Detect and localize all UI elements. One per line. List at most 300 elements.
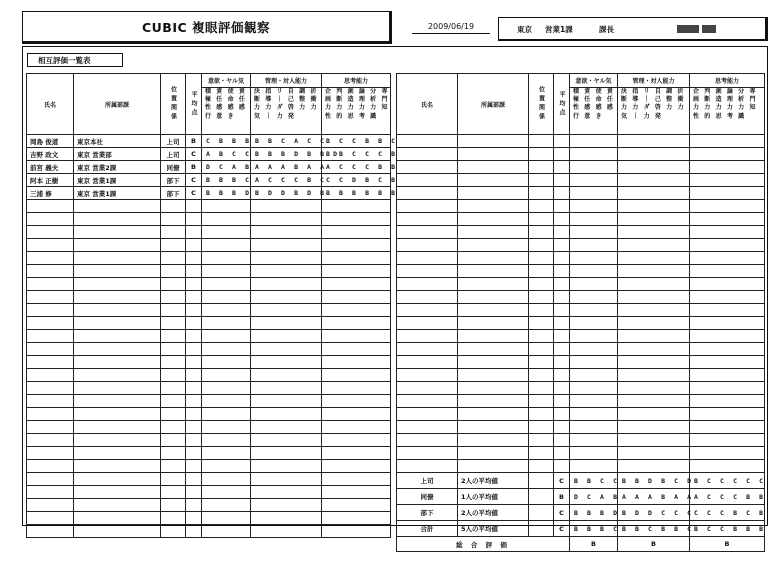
empty-cell — [202, 512, 251, 525]
summary-group2-grades: A A A B A A — [618, 489, 690, 505]
empty-cell — [529, 226, 554, 239]
empty-cell — [529, 434, 554, 447]
evaluator-average: C — [186, 174, 202, 187]
empty-cell — [458, 252, 529, 265]
empty-cell — [186, 460, 202, 473]
empty-cell — [458, 226, 529, 239]
empty-cell — [554, 213, 570, 226]
empty-cell — [690, 356, 765, 369]
empty-cell — [27, 382, 74, 395]
empty-cell — [397, 200, 458, 213]
empty-cell — [186, 408, 202, 421]
group2-subheader: 決 指 リ 自 調 折 断 導 ｜ 己 整 衝 力 力 ダ 啓 力 力 気 ｜ 力 発 — [251, 88, 322, 135]
table-row — [27, 525, 391, 538]
group3-subheader: 企 判 創 論 分 専 画 断 造 理 析 門 力 力 力 力 力 知 性 的 思 考 識 — [322, 88, 391, 135]
table-row — [397, 148, 765, 161]
empty-cell — [27, 356, 74, 369]
group2-subheader: 決 指 リ 自 調 折 断 導 ｜ 己 整 衝 力 力 ダ 啓 力 力 気 ｜ 力 発 — [618, 88, 690, 135]
empty-cell — [618, 135, 690, 148]
empty-cell — [322, 460, 391, 473]
empty-cell — [186, 317, 202, 330]
table-row — [27, 265, 391, 278]
empty-cell — [186, 200, 202, 213]
table-row — [397, 252, 765, 265]
empty-cell — [74, 499, 161, 512]
empty-cell — [251, 304, 322, 317]
evaluator-average: B — [186, 161, 202, 174]
empty-cell — [529, 278, 554, 291]
empty-cell — [690, 304, 765, 317]
empty-cell — [74, 512, 161, 525]
table-row — [27, 356, 391, 369]
summary-group2-grades: B B C B B C — [618, 521, 690, 537]
report-date: 2009/06/19 — [412, 22, 490, 34]
empty-cell — [529, 304, 554, 317]
empty-cell — [186, 252, 202, 265]
empty-cell — [322, 473, 391, 486]
summary-group1-grades: D C A B — [570, 489, 618, 505]
empty-cell — [570, 304, 618, 317]
overall-group1: B — [570, 537, 618, 552]
empty-cell — [397, 213, 458, 226]
table-row — [397, 291, 765, 304]
empty-cell — [186, 395, 202, 408]
col-dept-header: 所属部課 — [458, 74, 529, 135]
evaluator-dept: 東京 営業1課 — [74, 187, 161, 200]
table-row — [27, 291, 391, 304]
summary-label: 同僚 — [397, 489, 458, 505]
empty-cell — [74, 200, 161, 213]
empty-cell — [202, 213, 251, 226]
empty-cell — [554, 369, 570, 382]
empty-cell — [251, 525, 322, 538]
table-row — [397, 213, 765, 226]
empty-cell — [202, 343, 251, 356]
empty-cell — [27, 317, 74, 330]
empty-cell — [202, 382, 251, 395]
summary-group3-grades: B C C B B B — [690, 521, 765, 537]
empty-cell — [251, 408, 322, 421]
empty-cell — [322, 239, 391, 252]
empty-cell — [397, 161, 458, 174]
col-name-header: 氏名 — [27, 74, 74, 135]
empty-cell — [161, 317, 186, 330]
empty-cell — [570, 161, 618, 174]
empty-cell — [458, 408, 529, 421]
empty-cell — [458, 265, 529, 278]
empty-cell — [618, 408, 690, 421]
empty-cell — [690, 252, 765, 265]
summary-group3-grades: B C C C C C — [690, 473, 765, 489]
empty-cell — [554, 421, 570, 434]
empty-cell — [529, 382, 554, 395]
empty-cell — [570, 278, 618, 291]
empty-cell — [161, 434, 186, 447]
empty-cell — [186, 486, 202, 499]
empty-cell — [690, 434, 765, 447]
empty-cell — [458, 317, 529, 330]
table-row — [27, 330, 391, 343]
empty-cell — [618, 330, 690, 343]
empty-cell — [74, 304, 161, 317]
empty-cell — [251, 382, 322, 395]
empty-cell — [529, 135, 554, 148]
table-row — [397, 239, 765, 252]
empty-cell — [27, 343, 74, 356]
empty-cell — [397, 408, 458, 421]
table-row — [397, 395, 765, 408]
summary-count: 1人の平均値 — [458, 489, 529, 505]
empty-cell — [322, 369, 391, 382]
empty-cell — [161, 356, 186, 369]
empty-cell — [251, 512, 322, 525]
empty-cell — [161, 278, 186, 291]
overall-group3: B — [690, 537, 765, 552]
table-row — [27, 200, 391, 213]
empty-cell — [251, 200, 322, 213]
empty-cell — [251, 356, 322, 369]
empty-cell — [322, 317, 391, 330]
empty-cell — [570, 408, 618, 421]
empty-cell — [458, 174, 529, 187]
evaluator-relation: 部下 — [161, 174, 186, 187]
group2-header: 管理・対人能力 — [618, 74, 690, 88]
empty-cell — [397, 252, 458, 265]
summary-average: C — [554, 521, 570, 537]
evaluator-dept: 東京 営業2課 — [74, 161, 161, 174]
empty-cell — [251, 434, 322, 447]
empty-cell — [397, 239, 458, 252]
empty-cell — [397, 356, 458, 369]
evaluator-dept: 東京本社 — [74, 135, 161, 148]
empty-cell — [186, 473, 202, 486]
col-relation-header: 位置関係 — [161, 74, 186, 135]
empty-cell — [458, 135, 529, 148]
empty-cell — [618, 382, 690, 395]
empty-cell — [618, 252, 690, 265]
empty-cell — [618, 343, 690, 356]
empty-cell — [570, 174, 618, 187]
empty-cell — [397, 226, 458, 239]
table-row — [27, 447, 391, 460]
empty-cell — [458, 447, 529, 460]
empty-cell — [202, 304, 251, 317]
empty-cell — [74, 330, 161, 343]
empty-cell — [554, 252, 570, 265]
evaluator-name: 吉野 政文 — [27, 148, 74, 161]
table-row — [27, 460, 391, 473]
empty-cell — [161, 213, 186, 226]
empty-cell — [529, 343, 554, 356]
empty-cell — [186, 434, 202, 447]
empty-cell — [186, 382, 202, 395]
group1-grades: A B C C — [202, 148, 251, 161]
empty-cell — [27, 213, 74, 226]
empty-cell — [397, 148, 458, 161]
empty-cell — [322, 499, 391, 512]
empty-cell — [397, 135, 458, 148]
empty-cell — [397, 304, 458, 317]
empty-cell — [529, 200, 554, 213]
empty-cell — [570, 291, 618, 304]
left-evaluation-table — [26, 73, 398, 538]
empty-cell — [322, 395, 391, 408]
empty-cell — [529, 369, 554, 382]
table-row — [27, 174, 391, 187]
empty-cell — [322, 486, 391, 499]
empty-cell — [322, 382, 391, 395]
empty-cell — [554, 161, 570, 174]
table-row — [397, 161, 765, 174]
empty-cell — [74, 525, 161, 538]
empty-cell — [251, 213, 322, 226]
empty-cell — [570, 369, 618, 382]
table-row — [397, 265, 765, 278]
group3-grades: C C D B C B — [322, 174, 391, 187]
empty-cell — [251, 421, 322, 434]
group2-grades: B B B D B B D — [251, 148, 322, 161]
empty-cell — [202, 278, 251, 291]
summary-average: C — [554, 473, 570, 489]
empty-cell — [74, 421, 161, 434]
empty-cell — [529, 148, 554, 161]
empty-cell — [529, 356, 554, 369]
empty-cell — [690, 239, 765, 252]
empty-cell — [529, 317, 554, 330]
table-row — [27, 421, 391, 434]
empty-cell — [618, 174, 690, 187]
table-row — [397, 278, 765, 291]
group3-subheader: 企 判 創 論 分 専 画 断 造 理 析 門 力 力 力 力 力 知 性 的 思 考 識 — [690, 88, 765, 135]
empty-cell — [570, 447, 618, 460]
empty-cell — [27, 434, 74, 447]
table-row — [27, 408, 391, 421]
empty-cell — [251, 460, 322, 473]
empty-cell — [322, 512, 391, 525]
group1-grades: C B B B — [202, 135, 251, 148]
empty-cell — [322, 447, 391, 460]
table-row — [397, 408, 765, 421]
empty-cell — [554, 447, 570, 460]
empty-cell — [202, 252, 251, 265]
table-row — [27, 148, 391, 161]
empty-cell — [570, 213, 618, 226]
empty-cell — [186, 343, 202, 356]
empty-cell — [618, 434, 690, 447]
table-row — [27, 226, 391, 239]
empty-cell — [570, 135, 618, 148]
table-row — [397, 343, 765, 356]
empty-cell — [529, 265, 554, 278]
empty-cell — [529, 213, 554, 226]
empty-cell — [202, 486, 251, 499]
empty-cell — [570, 460, 618, 473]
empty-cell — [618, 226, 690, 239]
empty-cell — [690, 278, 765, 291]
empty-cell — [74, 395, 161, 408]
empty-cell — [27, 252, 74, 265]
evaluator-relation: 上司 — [161, 148, 186, 161]
summary-group1-grades: B B C C — [570, 473, 618, 489]
empty-cell — [27, 304, 74, 317]
empty-cell — [690, 408, 765, 421]
empty-cell — [618, 447, 690, 460]
empty-cell — [570, 252, 618, 265]
group1-header: 意欲・ヤル気 — [570, 74, 618, 88]
empty-cell — [458, 434, 529, 447]
evaluator-average: B — [186, 135, 202, 148]
empty-cell — [27, 525, 74, 538]
empty-cell — [529, 395, 554, 408]
empty-cell — [322, 213, 391, 226]
empty-cell — [27, 395, 74, 408]
table-row — [27, 343, 391, 356]
empty-cell — [458, 148, 529, 161]
empty-cell — [74, 473, 161, 486]
empty-cell — [618, 161, 690, 174]
redacted-name — [677, 25, 716, 35]
empty-cell — [251, 291, 322, 304]
empty-cell — [161, 421, 186, 434]
table-row — [27, 252, 391, 265]
empty-cell — [202, 460, 251, 473]
empty-cell — [161, 200, 186, 213]
empty-cell — [570, 395, 618, 408]
location: 東京 — [517, 25, 532, 34]
empty-cell — [186, 356, 202, 369]
evaluator-average: C — [186, 148, 202, 161]
empty-cell — [397, 265, 458, 278]
empty-cell — [27, 226, 74, 239]
empty-cell — [397, 447, 458, 460]
table-row — [27, 369, 391, 382]
empty-cell — [161, 304, 186, 317]
empty-cell — [74, 434, 161, 447]
empty-cell — [186, 226, 202, 239]
empty-cell — [570, 200, 618, 213]
empty-cell — [554, 460, 570, 473]
evaluator-name: 前宮 義夫 — [27, 161, 74, 174]
empty-cell — [202, 200, 251, 213]
empty-cell — [251, 226, 322, 239]
empty-cell — [458, 291, 529, 304]
empty-cell — [397, 187, 458, 200]
empty-cell — [74, 317, 161, 330]
empty-cell — [251, 343, 322, 356]
col-relation-header: 位置関係 — [529, 74, 554, 135]
group2-grades: B D D B D B — [251, 187, 322, 200]
empty-cell — [529, 291, 554, 304]
empty-cell — [27, 239, 74, 252]
empty-cell — [74, 265, 161, 278]
empty-cell — [690, 369, 765, 382]
empty-cell — [618, 265, 690, 278]
summary-group3-grades: C C C B C B — [690, 505, 765, 521]
table-row — [397, 447, 765, 460]
table-row — [27, 473, 391, 486]
evaluator-name: 岡島 俊道 — [27, 135, 74, 148]
empty-cell — [161, 525, 186, 538]
group3-grades: B C C B B C — [322, 135, 391, 148]
table-row — [27, 512, 391, 525]
empty-cell — [554, 382, 570, 395]
empty-cell — [618, 304, 690, 317]
col-name-header: 氏名 — [397, 74, 458, 135]
table-row — [27, 239, 391, 252]
empty-cell — [458, 356, 529, 369]
group3-grades: B B C C C B — [322, 148, 391, 161]
empty-cell — [529, 161, 554, 174]
empty-cell — [397, 395, 458, 408]
summary-count: 5人の平均値 — [458, 521, 529, 537]
empty-cell — [202, 265, 251, 278]
empty-cell — [570, 317, 618, 330]
summary-row — [397, 505, 765, 521]
empty-cell — [397, 460, 458, 473]
empty-cell — [458, 343, 529, 356]
empty-cell — [161, 499, 186, 512]
col-dept-header: 所属部課 — [74, 74, 161, 135]
empty-cell — [186, 291, 202, 304]
empty-cell — [458, 213, 529, 226]
summary-relation — [529, 489, 554, 505]
group1-grades: B B B D — [202, 187, 251, 200]
empty-cell — [186, 447, 202, 460]
empty-cell — [529, 408, 554, 421]
summary-row — [397, 473, 765, 489]
empty-cell — [186, 304, 202, 317]
empty-cell — [27, 330, 74, 343]
empty-cell — [618, 317, 690, 330]
empty-cell — [554, 395, 570, 408]
empty-cell — [554, 148, 570, 161]
empty-cell — [570, 382, 618, 395]
evaluator-name: 三浦 修 — [27, 187, 74, 200]
empty-cell — [74, 408, 161, 421]
empty-cell — [74, 356, 161, 369]
overall-row — [397, 537, 765, 552]
empty-cell — [27, 460, 74, 473]
empty-cell — [161, 447, 186, 460]
evaluator-dept: 東京 営業部 — [74, 148, 161, 161]
empty-cell — [322, 330, 391, 343]
summary-relation — [529, 521, 554, 537]
table-row — [397, 369, 765, 382]
table-row — [27, 278, 391, 291]
empty-cell — [618, 395, 690, 408]
empty-cell — [690, 291, 765, 304]
empty-cell — [251, 395, 322, 408]
empty-cell — [322, 434, 391, 447]
empty-cell — [202, 369, 251, 382]
empty-cell — [27, 291, 74, 304]
table-row — [397, 460, 765, 473]
empty-cell — [554, 278, 570, 291]
empty-cell — [554, 226, 570, 239]
empty-cell — [251, 473, 322, 486]
empty-cell — [161, 460, 186, 473]
empty-cell — [322, 226, 391, 239]
empty-cell — [690, 382, 765, 395]
empty-cell — [74, 291, 161, 304]
empty-cell — [458, 382, 529, 395]
empty-cell — [554, 200, 570, 213]
empty-cell — [202, 473, 251, 486]
empty-cell — [322, 343, 391, 356]
col-average-header: 平均点 — [186, 74, 202, 135]
empty-cell — [458, 421, 529, 434]
page-title: CUBIC 複眼評価観察 — [22, 11, 392, 44]
